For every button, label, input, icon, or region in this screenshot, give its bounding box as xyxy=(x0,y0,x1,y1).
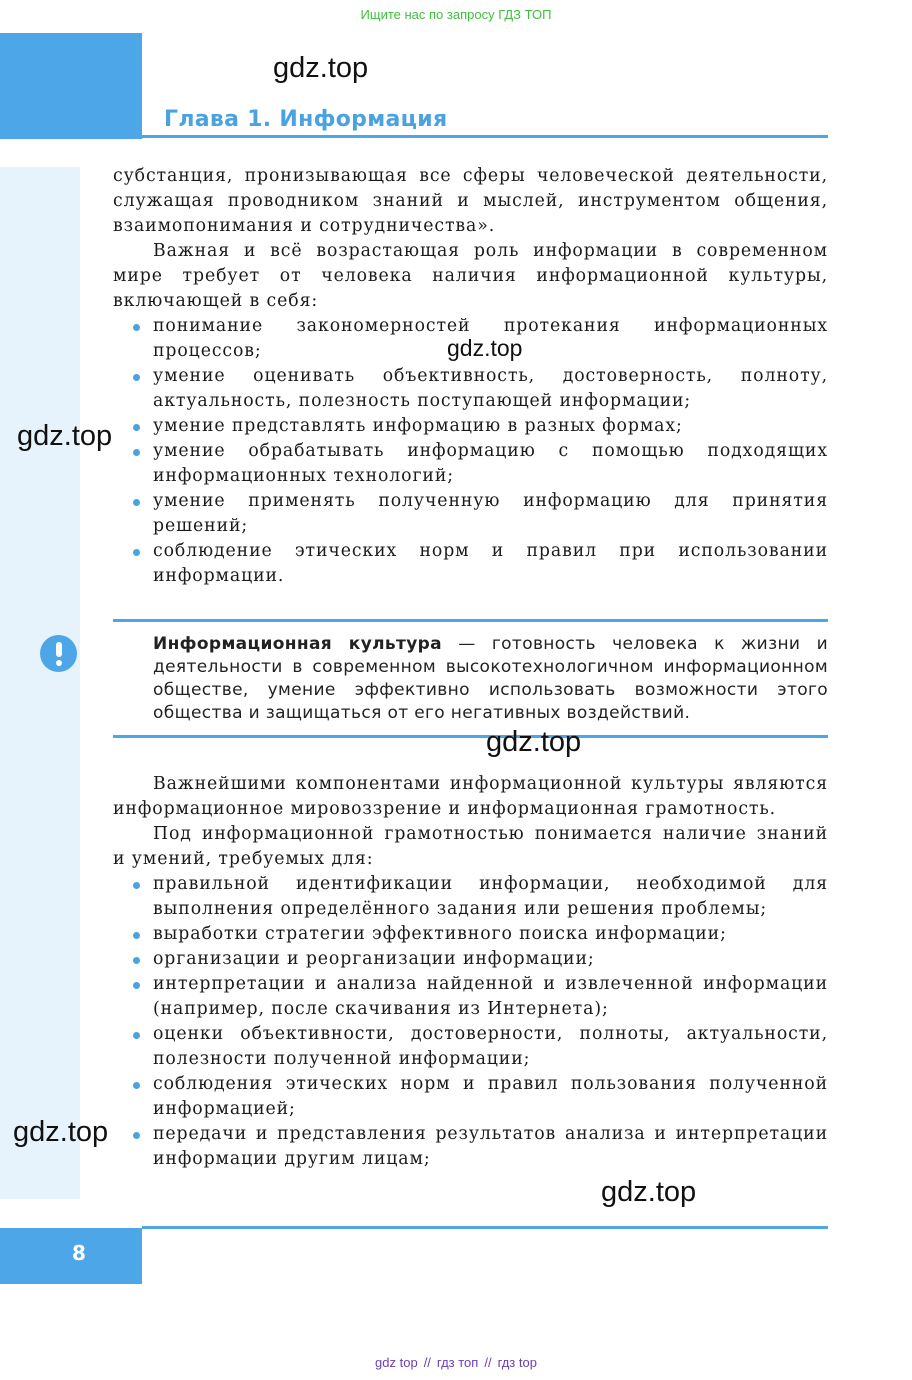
chapter-title: Глава 1. Информация xyxy=(164,107,448,132)
list-item: умение представлять информацию в разных формах; xyxy=(113,414,828,439)
bottom-banner xyxy=(0,1355,912,1370)
top-banner: Ищите нас по запросу ГДЗ ТОП xyxy=(360,7,552,22)
definition-bottom-rule xyxy=(113,735,828,738)
bullet-icon xyxy=(133,1082,140,1089)
footer-divider xyxy=(142,1226,828,1229)
watermark: gdz.top xyxy=(273,52,369,84)
list-item: выработки стратегии эффективного поиска информации; xyxy=(113,922,828,947)
bullet-icon xyxy=(133,374,140,381)
list-item: соблюдения этических норм и правил пользования полученной информацией; xyxy=(113,1072,828,1122)
bullet-icon xyxy=(133,1032,140,1039)
section-2 xyxy=(113,772,828,1172)
literacy-paragraph: Под информационной грамотностью понимается наличие знаний и умений, требуемых для: xyxy=(113,824,828,869)
list-item: передачи и представления результатов анализа и интерпретации информации другим лицам; xyxy=(113,1122,828,1172)
list-item: правильной идентификации информации, необходимой для выполнения определённого задания или решения проблемы; xyxy=(113,872,828,922)
watermark: gdz.top xyxy=(17,420,113,452)
bullet-icon xyxy=(133,549,140,556)
bullet-icon xyxy=(133,882,140,889)
header-color-block xyxy=(0,33,142,139)
separator: // xyxy=(484,1355,492,1370)
page-number: 8 xyxy=(72,1241,86,1265)
bottom-link[interactable]: gdz top xyxy=(375,1355,418,1370)
definition-text: — готовность человека к жизни и деятельности в современном высокотехнологичном информационном обществе, умение эффективно использовать возможности этого общества и защищаться от его негативных воздействий. xyxy=(153,634,828,723)
list-item: интерпретации и анализа найденной и извлеченной информации (например, после скачивания из Интернета); xyxy=(113,972,828,1022)
watermark: gdz.top xyxy=(486,726,582,758)
separator: // xyxy=(423,1355,431,1370)
bullet-icon xyxy=(133,932,140,939)
list-item: понимание закономерностей протекания информационных процессов; xyxy=(113,314,828,364)
definition-term: Информационная культура xyxy=(153,634,443,654)
intro-paragraph: Важная и всё возрастающая роль информации в современном мире требует от человека наличия информационной культуры, включающей в себя: xyxy=(113,241,828,311)
bullet-icon xyxy=(133,1132,140,1139)
bullet-icon xyxy=(133,449,140,456)
list-item: умение применять полученную информацию для принятия решений; xyxy=(113,489,828,539)
bottom-link[interactable]: гдз top xyxy=(497,1355,537,1370)
continuation-paragraph: субстанция, пронизывающая все сферы человеческой деятельности, служащая проводником знаний и мыслей, инструментом общения, взаимопонимания и сотрудничества». xyxy=(113,166,828,236)
list-item: оценки объективности, достоверности, полноты, актуальности, полезности полученной информации; xyxy=(113,1022,828,1072)
bullet-icon xyxy=(133,982,140,989)
list-item: организации и реорганизации информации; xyxy=(113,947,828,972)
exclamation-icon xyxy=(40,635,77,672)
watermark: gdz.top xyxy=(13,1116,109,1148)
components-paragraph: Важнейшими компонентами информационной культуры являются информационное мировоззрение и информационная грамотность. xyxy=(113,774,828,819)
definition-box xyxy=(153,633,828,725)
list-item: соблюдение этических норм и правил при использовании информации. xyxy=(113,539,828,589)
bottom-link[interactable]: гдз топ xyxy=(436,1355,479,1370)
watermark: gdz.top xyxy=(447,335,523,361)
list-item: умение оценивать объективность, достоверность, полноту, актуальность, полезность поступающей информации; xyxy=(113,364,828,414)
bullet-icon xyxy=(133,957,140,964)
header-divider xyxy=(142,135,828,138)
section-1 xyxy=(113,164,828,589)
bullet-icon xyxy=(133,424,140,431)
side-margin-strip xyxy=(0,167,80,1199)
bullet-icon xyxy=(133,324,140,331)
list-item: умение обрабатывать информацию с помощью подходящих информационных технологий; xyxy=(113,439,828,489)
definition-top-rule xyxy=(113,619,828,622)
watermark: gdz.top xyxy=(601,1176,697,1208)
literacy-list xyxy=(113,872,828,1172)
bullet-icon xyxy=(133,499,140,506)
